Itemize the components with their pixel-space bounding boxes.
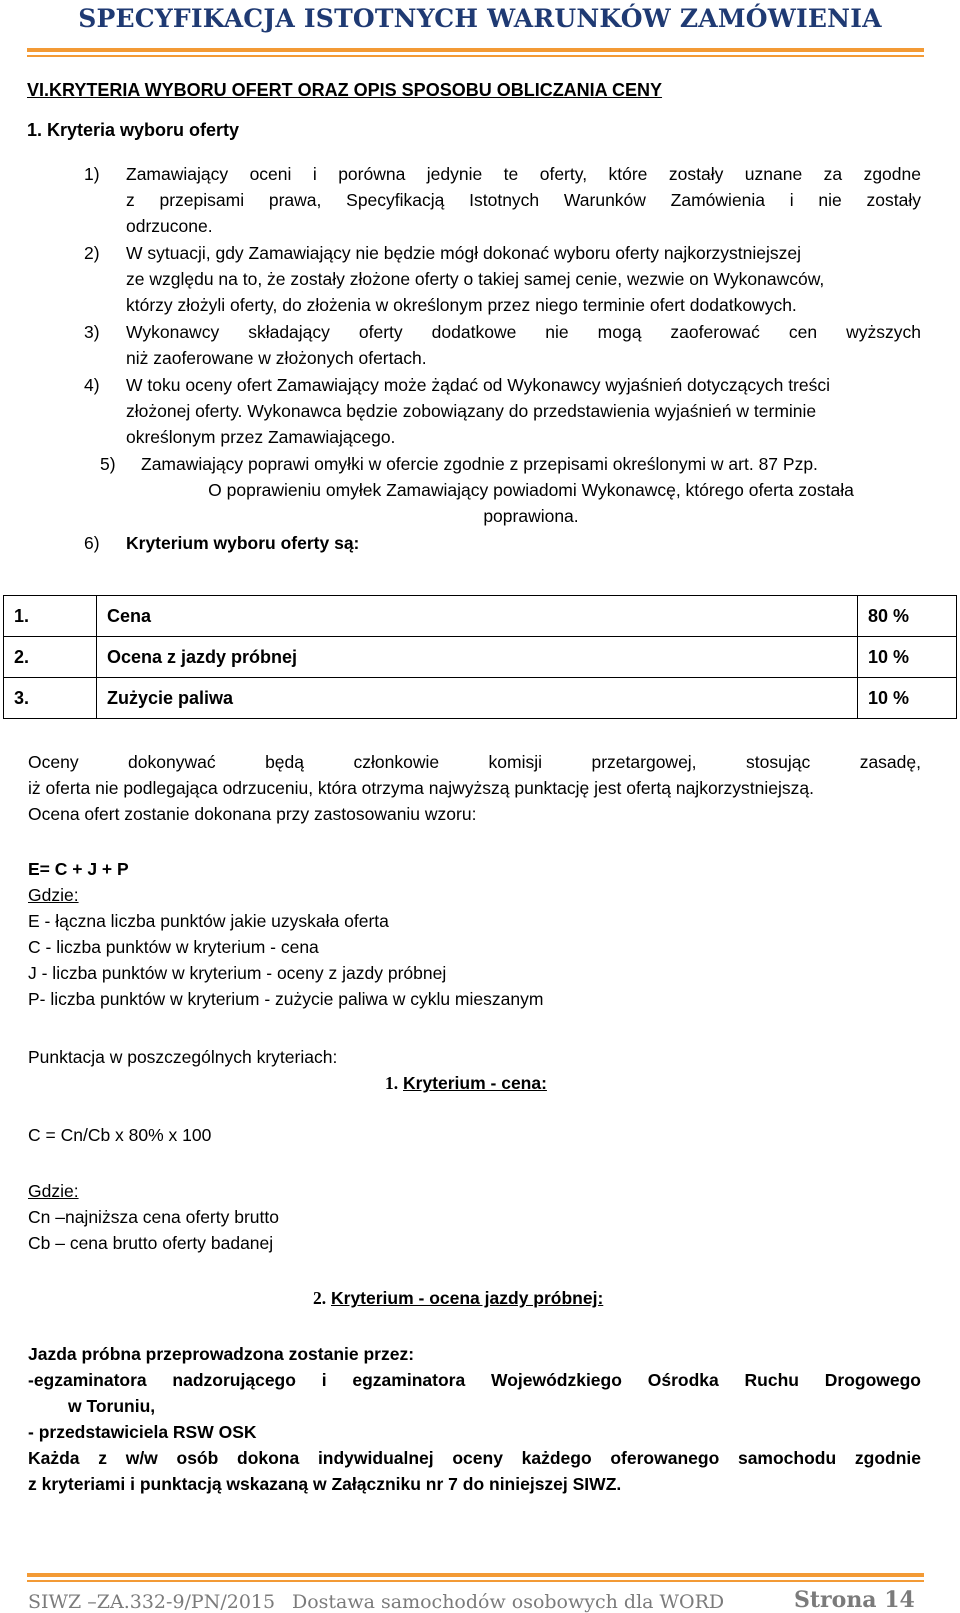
footer-page-number: Strona 14 — [794, 1587, 915, 1613]
list-item-line: z przepisami prawa, Specyfikacją Istotnych Warunków Zamówienia i nie zostały — [126, 190, 921, 210]
list-item-line: złożonej oferty. Wykonawca będzie zobowiązany do przedstawienia wyjaśnień w terminie — [126, 401, 817, 421]
criterion-2-title: Kryterium - ocena jazdy próbnej: — [331, 1288, 604, 1308]
table-row — [4, 596, 957, 637]
test-drive-line: Każda z w/w osób dokona indywidualnej oceny każdego oferowanego samochodu zgodnie — [28, 1448, 921, 1468]
list-item-line: poprawiona. — [483, 506, 579, 526]
table-row — [4, 637, 957, 678]
list-item-line: odrzucone. — [126, 216, 213, 236]
list-item-line: W toku oceny ofert Zamawiający może żądać od Wykonawcy wyjaśnień dotyczących treści — [126, 375, 831, 395]
table-row — [4, 678, 957, 719]
list-item-line: O poprawieniu omyłek Zamawiający powiadomi Wykonawcę, którego oferta została — [208, 480, 854, 500]
footer-reference: SIWZ –ZA.332-9/PN/2015 — [28, 1591, 276, 1613]
evaluation-line: Ocena ofert zostanie dokonana przy zastosowaniu wzoru: — [28, 804, 477, 824]
footer-rule-thin — [27, 1580, 924, 1582]
footer-subject: Dostawa samochodów osobowych dla WORD — [292, 1591, 725, 1613]
list-item-line: określonym przez Zamawiającego. — [126, 427, 396, 447]
test-drive-line: z kryteriami i punktacją wskazaną w Załączniku nr 7 do niniejszej SIWZ. — [28, 1474, 622, 1494]
where-label: Gdzie: — [28, 885, 79, 905]
list-item-line: W sytuacji, gdy Zamawiający nie będzie mógł dokonać wyboru oferty najkorzystniejszej — [126, 243, 802, 263]
list-item-line: Wykonawcy składający oferty dodatkowe nie mogą zaoferować cen wyższych — [126, 322, 921, 342]
criterion-2-heading — [313, 1288, 603, 1309]
header-rule-thick — [27, 48, 924, 52]
footer-rule-thick — [27, 1573, 924, 1577]
header-rule-thin — [27, 55, 924, 57]
document-header-title: SPECYFIKACJA ISTOTNYCH WARUNKÓW ZAMÓWIENIA — [78, 4, 882, 33]
criterion-1-formula: C = Cn/Cb x 80% x 100 — [28, 1125, 212, 1145]
criteria-weight: 10 % — [858, 637, 957, 678]
test-drive-line: w Toruniu, — [68, 1396, 156, 1416]
criterion-1-number: 1. — [385, 1073, 399, 1093]
criterion-2-number: 2. — [313, 1288, 327, 1308]
evaluation-formula: E= C + J + P — [28, 859, 129, 879]
list-item-line: Zamawiający poprawi omyłki w ofercie zgodnie z przepisami określonymi w art. 87 Pzp. — [141, 454, 818, 474]
test-drive-line: - przedstawiciela RSW OSK — [28, 1422, 257, 1442]
list-item-number: 3) — [84, 322, 100, 342]
criteria-number: 2. — [4, 637, 97, 678]
criteria-weight: 80 % — [858, 596, 957, 637]
definition-line: P- liczba punktów w kryterium - zużycie paliwa w cyklu mieszanym — [28, 989, 544, 1009]
criteria-table — [3, 595, 957, 719]
criteria-name: Zużycie paliwa — [97, 678, 858, 719]
definition-line: J - liczba punktów w kryterium - oceny z jazdy próbnej — [28, 963, 447, 983]
definition-line: E - łączna liczba punktów jakie uzyskała oferta — [28, 911, 389, 931]
definition-line: Cn –najniższa cena oferty brutto — [28, 1207, 279, 1227]
criteria-name: Cena — [97, 596, 858, 637]
criterion-1-heading — [385, 1073, 547, 1094]
scoring-intro: Punktacja w poszczególnych kryteriach: — [28, 1047, 338, 1067]
list-item-line: Kryterium wyboru oferty są: — [126, 533, 360, 553]
test-drive-heading: Jazda próbna przeprowadzona zostanie przez: — [28, 1344, 415, 1364]
evaluation-line: iż oferta nie podlegająca odrzuceniu, która otrzyma najwyższą punktację jest ofertą najkorzystniejszą. — [28, 778, 814, 798]
list-item-line: Zamawiający oceni i porówna jedynie te oferty, które zostały uznane za zgodne — [126, 164, 921, 184]
list-item-number: 5) — [100, 454, 116, 474]
list-item-line: ze względu na to, że zostały złożone oferty o takiej samej cenie, wezwie on Wykonawców, — [126, 269, 825, 289]
criteria-number: 1. — [4, 596, 97, 637]
list-item-number: 2) — [84, 243, 100, 263]
list-item-line: niż zaoferowane w złożonych ofertach. — [126, 348, 427, 368]
list-item-number: 6) — [84, 533, 100, 553]
section-title: VI.KRYTERIA WYBORU OFERT ORAZ OPIS SPOSOBU OBLICZANIA CENY — [27, 80, 663, 100]
criteria-number: 3. — [4, 678, 97, 719]
evaluation-line: Oceny dokonywać będą członkowie komisji przetargowej, stosując zasadę, — [28, 752, 921, 772]
test-drive-line: -egzaminatora nadzorującego i egzaminatora Wojewódzkiego Ośrodka Ruchu Drogowego — [28, 1370, 921, 1390]
list-item-number: 1) — [84, 164, 100, 184]
definition-line: Cb – cena brutto oferty badanej — [28, 1233, 274, 1253]
section-subtitle: 1. Kryteria wyboru oferty — [27, 120, 240, 140]
criteria-weight: 10 % — [858, 678, 957, 719]
list-item-number: 4) — [84, 375, 100, 395]
criterion-1-title: Kryterium - cena: — [403, 1073, 547, 1093]
list-item-line: którzy złożyli oferty, do złożenia w określonym przez niego terminie ofert dodatkowych. — [126, 295, 797, 315]
definition-line: C - liczba punktów w kryterium - cena — [28, 937, 319, 957]
where-label-2: Gdzie: — [28, 1181, 79, 1201]
criteria-name: Ocena z jazdy próbnej — [97, 637, 858, 678]
